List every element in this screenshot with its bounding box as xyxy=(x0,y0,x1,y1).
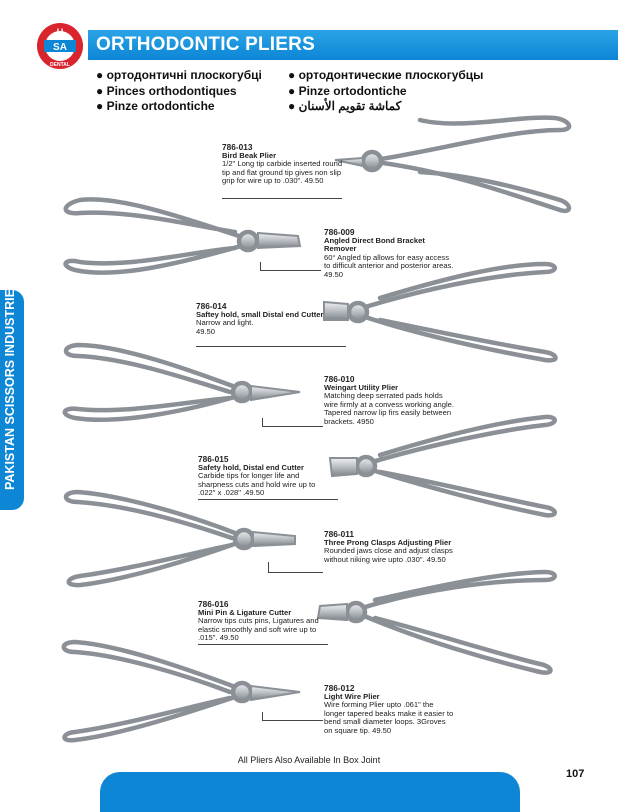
product-786-015 xyxy=(198,455,328,498)
product-786-011 xyxy=(324,530,454,564)
product-name: Weingart Utility Plier xyxy=(324,382,399,392)
product-code: 786-012 xyxy=(324,683,355,693)
product-name: Safety hold, Distal end Cutter xyxy=(198,462,304,472)
product-description: Narrow tips cuts pins, Ligatures and elastic smoothly and soft wire up to .015". 49.50 xyxy=(198,616,319,643)
leader-line xyxy=(196,340,346,347)
leader-line xyxy=(222,190,342,199)
logo-letter-u: U xyxy=(56,27,64,37)
product-code: 786-009 xyxy=(324,227,355,237)
product-code: 786-014 xyxy=(196,301,227,311)
product-description: Matching deep serrated pads holds wire firmly at a convess working angle. Tapered narrow lip firs easily between brackets. 4950 xyxy=(324,391,454,426)
product-code: 786-010 xyxy=(324,374,355,384)
footer-note: All Pliers Also Available In Box Joint xyxy=(237,755,381,765)
product-name: Three Prong Clasps Adjusting Plier xyxy=(324,537,452,547)
leader-line xyxy=(262,712,323,721)
plier-786-012-image xyxy=(64,642,300,740)
plier-786-016-image xyxy=(318,572,555,673)
product-description: 60° Angled tip allows for easy access to difficult anterior and posterior areas. 49.50 xyxy=(324,252,454,279)
product-code: 786-016 xyxy=(198,599,229,609)
side-label: PAKISTAN SCISSORS INDUSTRIES xyxy=(3,280,17,490)
page-number: 107 xyxy=(566,768,585,780)
leader-line xyxy=(262,418,323,427)
product-name: Saftey hold, small Distal end Cutter xyxy=(196,309,324,319)
product-code: 786-015 xyxy=(198,454,229,464)
leader-line xyxy=(268,562,323,573)
leader-line xyxy=(260,262,321,271)
product-786-012 xyxy=(324,684,454,736)
product-code: 786-011 xyxy=(324,529,354,539)
product-786-016 xyxy=(198,600,328,643)
logo-ring-text: DENTAL xyxy=(50,62,70,68)
language-item: ● ортодонтичні плоскогубці xyxy=(96,68,262,82)
plier-786-013-image xyxy=(335,118,569,211)
product-code: 786-013 xyxy=(222,142,253,152)
product-description: Rounded jaws close and adjust clasps without niking wire upto .030". 49.50 xyxy=(324,546,453,564)
plier-786-010-image xyxy=(65,345,300,420)
product-786-009 xyxy=(324,228,454,280)
product-description: Carbide tips for longer life and sharpness cuts and hold wire up to .022" x .028" .49.50 xyxy=(198,471,316,498)
product-name: Light Wire Plier xyxy=(324,691,380,701)
product-name: Bird Beak Plier xyxy=(222,150,277,160)
language-item: ● Pinces orthodontiques xyxy=(96,83,237,98)
product-description: Wire forming Plier upto .061" the longer tapered beaks make it easier to bend small diameter loops. 3Groves on square tip. 49.50 xyxy=(324,700,454,735)
plier-786-011-image xyxy=(66,492,295,585)
bottom-bar xyxy=(100,772,520,812)
product-786-013 xyxy=(222,143,352,186)
product-description: 1/2" Long tip carbide inserted round tip and flat ground tip gives non slip grip for wire up to .030". 49.50 xyxy=(222,159,343,186)
product-name: Mini Pin & Ligature Cutter xyxy=(198,607,292,617)
logo-letters-sa: SA xyxy=(53,42,67,53)
language-item: ● Pinze ortodontiche xyxy=(96,99,215,113)
language-item: ● ортодонтические плоскогубцы xyxy=(288,68,484,82)
language-item: ● Pinze ortodontiche xyxy=(288,83,407,98)
plier-786-015-image xyxy=(330,417,555,515)
page-title: ORTHODONTIC PLIERS xyxy=(96,34,315,55)
product-786-014 xyxy=(196,302,326,336)
product-786-010 xyxy=(324,375,454,427)
language-item: ● كماشة تقويم الأسنان xyxy=(288,99,402,113)
product-description: Narrow and light. 49.50 xyxy=(196,318,254,336)
product-name: Angled Direct Bond Bracket Remover xyxy=(324,235,425,254)
